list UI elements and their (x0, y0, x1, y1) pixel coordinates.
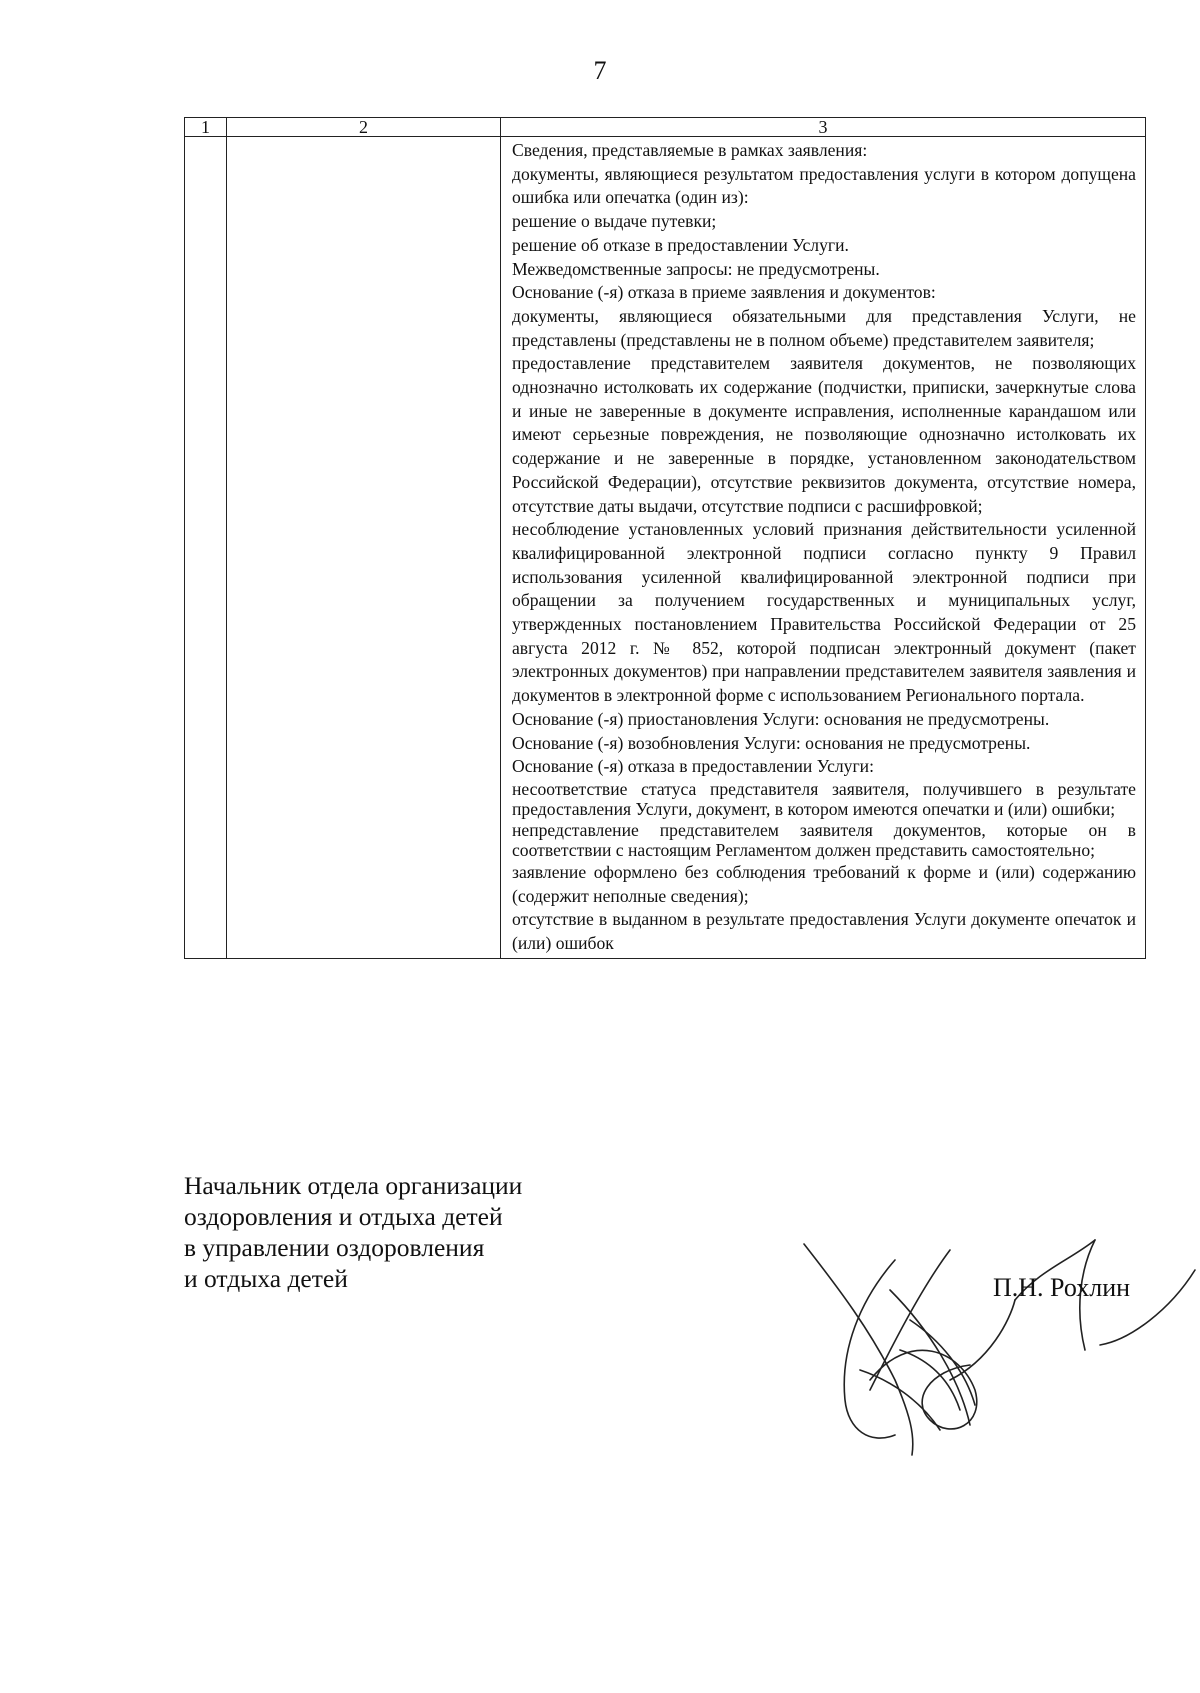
paragraph: заявление оформлено без соблюдения требований к форме и (или) содержанию (содержит неполные сведения); (512, 861, 1136, 906)
table-header-row (185, 118, 1146, 137)
handwritten-signature (800, 1230, 1200, 1470)
cell-column-2 (227, 137, 501, 959)
paragraph: непредставление представителем заявителя документов, которые он в соответствии с настоящим Регламентом должен представить самостоятельно; (512, 819, 1136, 861)
page-number: 7 (593, 56, 607, 85)
paragraph: Основание (-я) приостановления Услуги: основания не предусмотрены. (512, 708, 1050, 729)
signatory-title-line: оздоровления и отдыха детей (184, 1202, 503, 1231)
cell-column-3 (501, 137, 1146, 959)
column-header-2: 2 (227, 118, 501, 137)
signatory-name: П.Н. Рохлин (993, 1273, 1131, 1302)
paragraph: предоставление представителем заявителя документов, не позволяющих однозначно истолковать их содержание (подчистки, приписки, зачеркнутые слова и иные не заверенные в документе исправления, исполненные карандашом или имеют серьезные повреждения, не позволяющие однозначно истолковать их содержание и не заверенные в порядке, установленном законодательством Российской Федерации), отсутствие реквизитов документа, отсутствие номера, отсутствие даты выдачи, отсутствие подписи с расшифровкой; (512, 353, 1136, 516)
signatory-title-line: Начальник отдела организации (184, 1171, 523, 1200)
signatory-title-line: и отдыха детей (184, 1264, 348, 1293)
column-header-3: 3 (501, 118, 1146, 137)
paragraph: Основание (-я) отказа в предоставлении Услуги: (512, 756, 874, 777)
paragraph: Основание (-я) возобновления Услуги: основания не предусмотрены. (512, 732, 1031, 753)
paragraph: решение о выдаче путевки; (512, 211, 717, 232)
paragraph: несоответствие статуса представителя заявителя, получившего в результате предоставления Услуги, документ, в котором имеются опечатки и (или) ошибки; (512, 778, 1136, 820)
paragraph: документы, являющиеся обязательными для представления Услуги, не представлены (представлены не в полном объеме) представителем заявителя; (512, 305, 1136, 350)
table-row (185, 137, 1146, 959)
paragraph: Сведения, представляемые в рамках заявления: (512, 140, 868, 160)
paragraph: Основание (-я) отказа в приеме заявления и документов: (512, 282, 936, 303)
paragraph: несоблюдение установленных условий признания действительности усиленной квалифицированной электронной подписи согласно пункту 9 Правил использования усиленной квалифицированной электронной подписи при обращении за получением государственных и муниципальных услуг, утвержденных постановлением Правительства Российской Федерации от 25 августа 2012 г. № 852, которой подписан электронный документ (пакет электронных документов) при направлении представителем заявителя заявления и документов в электронной форме с использованием Регионального портала. (512, 519, 1136, 706)
paragraph: отсутствие в выданном в результате предоставления Услуги документе опечаток и (или) ошибок (512, 909, 1136, 954)
document-table (184, 117, 1146, 959)
paragraph: решение об отказе в предоставлении Услуги. (512, 234, 849, 255)
cell-column-1 (185, 137, 227, 959)
column-header-1: 1 (185, 118, 227, 137)
signatory-title (184, 1170, 522, 1294)
signatory-title-line: в управлении оздоровления (184, 1233, 485, 1262)
paragraph: документы, являющиеся результатом предоставления услуги в котором допущена ошибка или опечатка (один из): (512, 163, 1136, 208)
paragraph: Межведомственные запросы: не предусмотрены. (512, 258, 880, 279)
